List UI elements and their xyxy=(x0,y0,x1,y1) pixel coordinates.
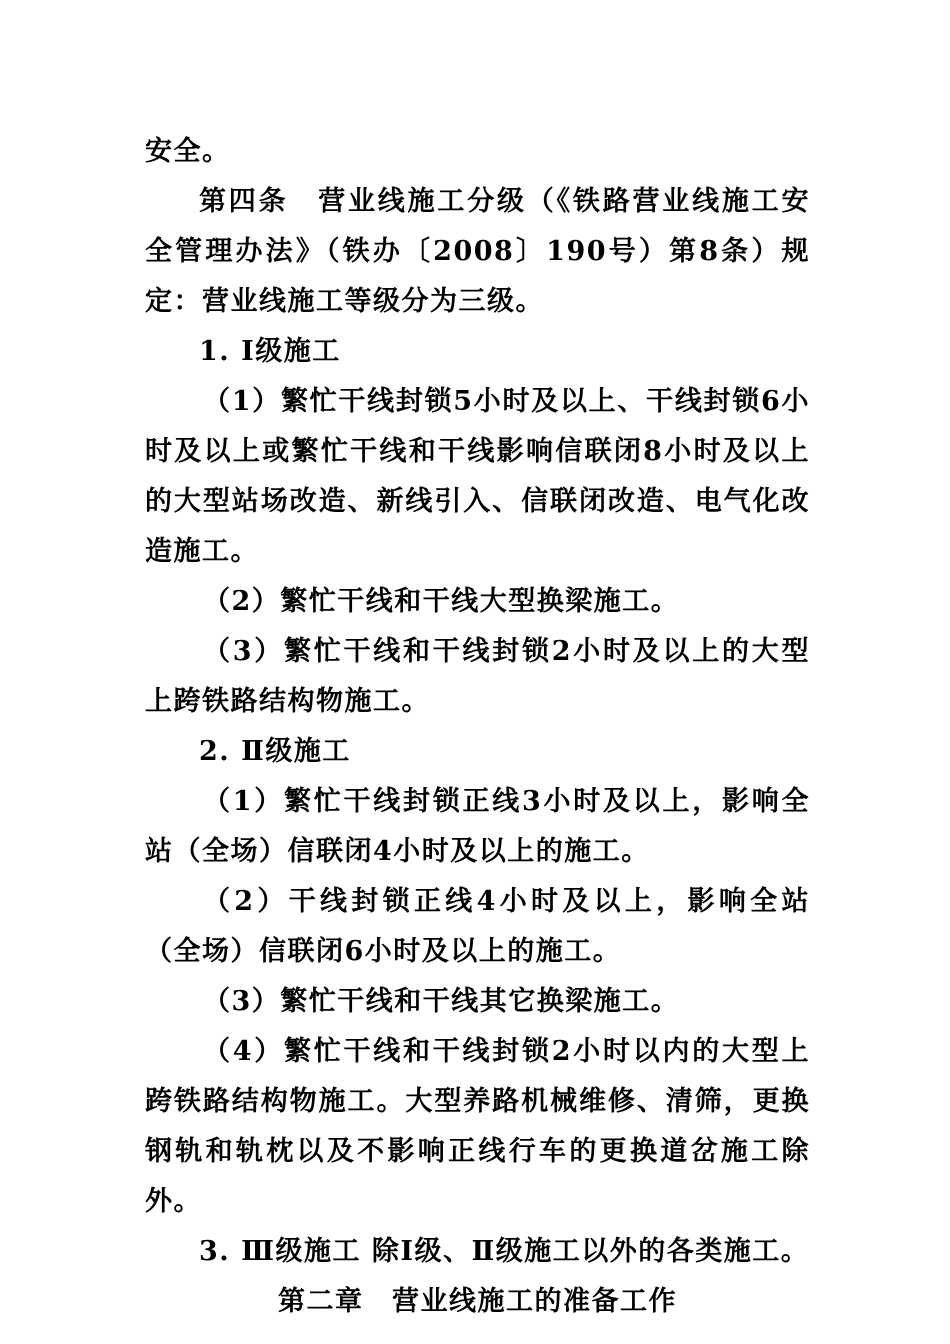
level-two-item-2: （2）干线封锁正线4小时及以上，影响全站（全场）信联闭6小时及以上的施工。 xyxy=(145,886,810,967)
chapter-two-title: 第二章 营业线施工的准备工作 xyxy=(278,1286,677,1317)
level-two-item-3: （3）繁忙干线和干线其它换梁施工。 xyxy=(203,986,680,1017)
heading-level-three-construction: 3. Ⅲ级施工 除Ⅰ级、Ⅱ级施工以外的各类施工。 xyxy=(199,1236,810,1267)
heading-level-two-construction: 2. Ⅱ级施工 xyxy=(199,736,351,767)
article-four: 第四条 营业线施工分级（《铁路营业线施工安全管理办法》（铁办〔2008〕190号）第8条）规定：营业线施工等级分为三级。 xyxy=(145,186,810,317)
heading-level-one-construction: 1. Ⅰ级施工 xyxy=(199,336,341,367)
paragraph-continuation: 安全。 xyxy=(145,136,231,167)
level-two-item-4: （4）繁忙干线和干线封锁2小时以内的大型上跨铁路结构物施工。大型养路机械维修、清筛，更换钢轨和轨枕以及不影响正线行车的更换道岔施工除外。 xyxy=(145,1036,810,1217)
level-one-item-1: （1）繁忙干线封锁5小时及以上、干线封锁6小时及以上或繁忙干线和干线影响信联闭8小时及以上的大型站场改造、新线引入、信联闭改造、电气化改造施工。 xyxy=(145,386,810,567)
document-body xyxy=(145,127,810,1327)
level-one-item-3: （3）繁忙干线和干线封锁2小时及以上的大型上跨铁路结构物施工。 xyxy=(145,636,810,717)
level-one-item-2: （2）繁忙干线和干线大型换梁施工。 xyxy=(203,586,680,617)
level-two-item-1: （1）繁忙干线封锁正线3小时及以上，影响全站（全场）信联闭4小时及以上的施工。 xyxy=(145,786,810,867)
